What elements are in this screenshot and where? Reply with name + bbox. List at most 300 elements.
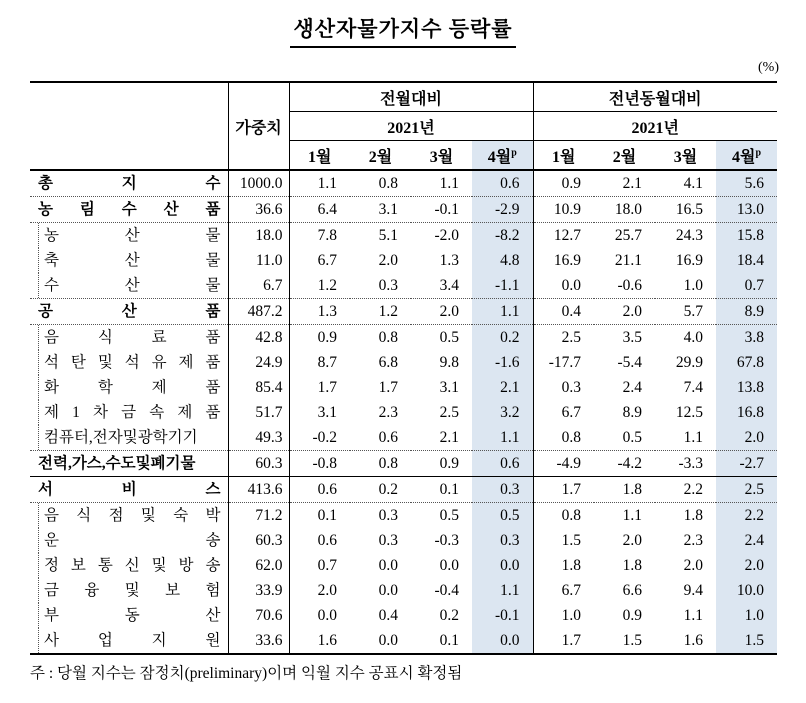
table-row [30, 425, 777, 451]
mom-value-m1: 6.7 [317, 252, 337, 269]
preliminary-sup: p [755, 147, 762, 159]
label-segment: 수 [44, 277, 59, 294]
label-segment: 서 [38, 481, 53, 498]
label-segment: 품 [205, 379, 221, 396]
weight-value: 36.6 [228, 197, 289, 223]
yoy-value-m2: 3.5 [594, 325, 655, 351]
yoy-value-m3: 12.5 [675, 404, 704, 421]
label-segment: 산 [124, 227, 140, 244]
row-label [30, 325, 228, 351]
label-segment: 품 [205, 303, 221, 320]
yoy-value-m2: 0.9 [622, 607, 643, 624]
yoy-value-m3: 2.3 [683, 532, 704, 549]
yoy-value-m2: 6.6 [622, 582, 643, 599]
row-label [30, 425, 228, 451]
mom-value-m4: 0.3 [472, 477, 533, 503]
weight-value: 71.2 [228, 503, 289, 529]
mom-value-m3: 0.5 [411, 503, 472, 529]
yoy-value-m1: 1.7 [533, 477, 594, 503]
yoy-value-m2: -5.4 [617, 354, 643, 371]
yoy-value-m4: 2.4 [716, 528, 777, 553]
label-segment: 속 [149, 404, 165, 421]
mom-value-m3: 3.4 [439, 277, 459, 294]
weight-value: 85.4 [228, 375, 289, 400]
mom-value-m2: 6.8 [378, 354, 398, 371]
label-segment: 산 [121, 303, 137, 320]
yoy-value-m4: 16.8 [716, 400, 777, 425]
label-segment: 및 [151, 557, 167, 574]
yoy-value-m1: -17.7 [548, 354, 582, 371]
mom-value-m2: 1.7 [378, 379, 398, 396]
mom-value-m3: 9.8 [439, 354, 459, 371]
label-segment: 차 [93, 404, 108, 421]
table-row [30, 197, 777, 223]
yoy-value-m2: 8.9 [622, 404, 643, 421]
mom-month2-header: 2월 [350, 141, 411, 171]
label-segment: 1 [72, 404, 80, 421]
month4-label: 4월 [487, 148, 512, 166]
yoy-value-m1: 0.4 [533, 299, 594, 325]
yoy-year-header: 2021년 [533, 112, 777, 141]
mom-value-m1: 2.0 [317, 582, 337, 599]
label-segment: 농 [38, 201, 53, 218]
label-segment: 보 [165, 582, 181, 599]
label-segment: 점 [108, 507, 124, 524]
yoy-value-m4: 2.0 [716, 425, 777, 451]
mom-value-m3: 2.1 [439, 429, 459, 446]
yoy-value-m1: 0.8 [561, 429, 582, 446]
yoy-month2-header: 2월 [594, 141, 655, 171]
mom-value-m3: 1.1 [439, 175, 459, 192]
month4-label: 4월 [732, 148, 756, 166]
weight-value: 60.3 [228, 528, 289, 553]
yoy-value-m4: 10.0 [716, 578, 777, 603]
yoy-value-m3: 2.0 [683, 557, 704, 574]
yoy-value-m1: 6.7 [561, 404, 582, 421]
row-label [30, 400, 228, 425]
yoy-value-m2: 0.5 [622, 429, 643, 446]
yoy-value-m3: 2.2 [655, 477, 716, 503]
label-segment: 융 [84, 582, 100, 599]
yoy-value-m3: 1.1 [683, 429, 704, 446]
mom-value-m2: 1.2 [350, 299, 411, 325]
yoy-value-m3: 29.9 [675, 354, 704, 371]
weight-value: 51.7 [228, 400, 289, 425]
yoy-value-m3: 1.1 [683, 607, 704, 624]
label-segment: 제 [151, 379, 167, 396]
table-body [30, 170, 777, 654]
label-segment: 탄 [70, 354, 86, 371]
yoy-value-m2: 1.1 [594, 503, 655, 529]
weight-value: 42.8 [228, 325, 289, 351]
mom-value-m3: 0.0 [439, 557, 459, 574]
table-row [30, 553, 777, 578]
row-label [30, 451, 228, 477]
mom-value-m2: 0.0 [378, 557, 398, 574]
mom-value-m4: 2.1 [472, 375, 533, 400]
yoy-value-m2: -4.2 [594, 451, 655, 477]
table-row [30, 248, 777, 273]
label-segment: 및 [140, 507, 156, 524]
label-segment: 학 [97, 379, 113, 396]
mom-value-m1: 0.9 [289, 325, 350, 351]
label-segment: 산 [163, 201, 179, 218]
mom-value-m1: 0.6 [289, 477, 350, 503]
mom-value-m4: 1.1 [472, 299, 533, 325]
label-segment: 물 [205, 277, 221, 294]
weight-value: 413.6 [228, 477, 289, 503]
row-label [30, 170, 228, 197]
yoy-value-m2: 25.7 [594, 223, 655, 249]
yoy-value-m2: 1.5 [594, 628, 655, 654]
label-segment: 공 [38, 303, 53, 320]
footnote: 주 : 당월 지수는 잠정치(preliminary)이며 익월 지수 공표시 확정됨 [30, 665, 463, 682]
mom-value-m2: 0.8 [350, 325, 411, 351]
label-segment: 물 [205, 252, 221, 269]
label-segment: 지 [151, 632, 167, 649]
row-label [30, 553, 228, 578]
yoy-value-m4: 13.8 [716, 375, 777, 400]
yoy-value-m4: 15.8 [716, 223, 777, 249]
mom-value-m1: 8.7 [317, 354, 337, 371]
title-wrap [0, 13, 806, 48]
mom-value-m2: 0.4 [378, 607, 398, 624]
mom-group-header: 전월대비 [289, 82, 533, 112]
mom-value-m4: -1.6 [472, 350, 533, 375]
mom-value-m1: 3.1 [317, 404, 337, 421]
label-segment: 음 [44, 507, 59, 524]
row-label [30, 273, 228, 299]
weight-value: 49.3 [228, 425, 289, 451]
label-segment: 유 [151, 354, 167, 371]
yoy-value-m2: 1.8 [594, 477, 655, 503]
label-segment: 산 [205, 607, 221, 624]
mom-value-m1: -0.2 [312, 429, 337, 446]
mom-value-m3: 0.1 [411, 628, 472, 654]
yoy-value-m2: 2.1 [622, 175, 643, 192]
ppi-table [30, 81, 777, 655]
yoy-value-m2: 21.1 [614, 252, 643, 269]
label-segment: 컴퓨터,전자및광학기기 [44, 429, 198, 446]
yoy-group-header: 전년동월대비 [533, 82, 777, 112]
label-segment: 정 [44, 557, 59, 574]
yoy-value-m4: -2.7 [716, 451, 777, 477]
yoy-value-m2: -0.6 [617, 277, 643, 294]
row-label [30, 197, 228, 223]
label-segment: 송 [205, 532, 221, 549]
label-segment: 품 [205, 404, 221, 421]
weight-value: 33.6 [228, 628, 289, 654]
row-label [30, 503, 228, 529]
mom-value-m2: 0.8 [350, 451, 411, 477]
label-segment: 신 [124, 557, 140, 574]
table-row [30, 299, 777, 325]
mom-value-m2: 2.3 [378, 404, 398, 421]
mom-value-m4: 0.2 [472, 325, 533, 351]
yoy-value-m3: 16.9 [675, 252, 704, 269]
mom-value-m2: 0.3 [350, 503, 411, 529]
label-segment: 물 [205, 227, 221, 244]
yoy-value-m2: 18.0 [594, 197, 655, 223]
weight-value: 24.9 [228, 350, 289, 375]
mom-value-m2: 0.0 [378, 582, 398, 599]
mom-value-m1: 0.7 [317, 557, 337, 574]
yoy-value-m1: 0.0 [561, 277, 582, 294]
row-label [30, 578, 228, 603]
yoy-value-m4: 8.9 [716, 299, 777, 325]
weight-header: 가중치 [228, 82, 289, 170]
label-segment: 비 [121, 481, 137, 498]
weight-value: 62.0 [228, 553, 289, 578]
table-row [30, 451, 777, 477]
label-segment: 음 [44, 329, 59, 346]
label-segment: 농 [44, 227, 59, 244]
table-header [30, 82, 777, 170]
label-segment: 송 [205, 557, 221, 574]
mom-value-m4: -2.9 [472, 197, 533, 223]
table-row [30, 628, 777, 654]
page-title: 생산자물가지수 등락률 [290, 13, 515, 48]
label-segment: 석 [124, 354, 140, 371]
preliminary-sup: p [511, 147, 517, 159]
yoy-value-m1: 10.9 [533, 197, 594, 223]
mom-value-m4: 0.6 [472, 170, 533, 197]
label-segment: 품 [205, 329, 221, 346]
mom-value-m2: 0.3 [378, 532, 398, 549]
yoy-value-m1: 1.0 [561, 607, 582, 624]
table-row [30, 223, 777, 249]
label-segment: 동 [124, 607, 140, 624]
yoy-value-m3: 4.1 [683, 175, 704, 192]
mom-value-m4: 3.2 [472, 400, 533, 425]
label-segment: 스 [205, 481, 221, 498]
label-segment: 지 [121, 175, 137, 192]
mom-value-m3: 1.3 [439, 252, 459, 269]
mom-value-m4: -8.2 [472, 223, 533, 249]
unit-label: (%) [758, 60, 779, 75]
mom-value-m4: -0.1 [472, 603, 533, 628]
mom-value-m3: 3.1 [439, 379, 459, 396]
yoy-month3-header: 3월 [655, 141, 716, 171]
table-row [30, 503, 777, 529]
mom-value-m1: -0.8 [289, 451, 350, 477]
label-segment: 보 [70, 557, 86, 574]
label-segment: 총 [38, 175, 53, 192]
yoy-value-m1: 6.7 [561, 582, 582, 599]
mom-value-m1: 1.2 [317, 277, 337, 294]
weight-value: 18.0 [228, 223, 289, 249]
mom-value-m2: 0.0 [350, 628, 411, 654]
yoy-value-m4: 2.0 [716, 553, 777, 578]
weight-value: 33.9 [228, 578, 289, 603]
label-segment: 품 [205, 201, 221, 218]
yoy-value-m1: 1.8 [561, 557, 582, 574]
yoy-value-m3: 24.3 [655, 223, 716, 249]
label-segment: 통 [97, 557, 113, 574]
yoy-value-m4: 18.4 [716, 248, 777, 273]
table-row [30, 273, 777, 299]
table-row [30, 325, 777, 351]
label-segment: 금 [44, 582, 59, 599]
weight-value: 1000.0 [228, 170, 289, 197]
mom-value-m1: 0.6 [317, 532, 337, 549]
label-segment: 제 [44, 404, 59, 421]
label-segment: 숙 [173, 507, 189, 524]
yoy-value-m1: 1.5 [561, 532, 582, 549]
label-segment: 운 [44, 532, 59, 549]
row-label [30, 477, 228, 503]
mom-value-m3: 0.9 [411, 451, 472, 477]
mom-value-m3: -0.1 [411, 197, 472, 223]
yoy-value-m3: -3.3 [655, 451, 716, 477]
mom-value-m4: 0.0 [472, 553, 533, 578]
mom-value-m2: 0.3 [378, 277, 398, 294]
yoy-value-m1: 0.9 [561, 175, 582, 192]
yoy-value-m4: 2.5 [716, 477, 777, 503]
label-segment: 식 [97, 329, 113, 346]
yoy-value-m3: 4.0 [655, 325, 716, 351]
weight-value: 487.2 [228, 299, 289, 325]
mom-value-m4: 0.5 [472, 503, 533, 529]
mom-value-m4: 1.1 [472, 425, 533, 451]
yoy-value-m3: 9.4 [683, 582, 704, 599]
table-row [30, 603, 777, 628]
row-label [30, 299, 228, 325]
row-label [30, 628, 228, 654]
mom-value-m1: 0.1 [289, 503, 350, 529]
table-row [30, 477, 777, 503]
mom-value-m2: 2.0 [378, 252, 398, 269]
yoy-value-m2: 2.4 [622, 379, 643, 396]
page [0, 13, 806, 703]
yoy-value-m3: 16.5 [655, 197, 716, 223]
row-label [30, 528, 228, 553]
mom-value-m1: 1.7 [317, 379, 337, 396]
yoy-value-m3: 5.7 [655, 299, 716, 325]
mom-value-m3: -2.0 [411, 223, 472, 249]
mom-value-m4: 1.1 [472, 578, 533, 603]
label-segment: 림 [79, 201, 95, 218]
label-segment: 산 [124, 252, 140, 269]
label-segment: 수 [121, 201, 137, 218]
label-segment: 료 [151, 329, 167, 346]
label-segment: 부 [44, 607, 59, 624]
label-segment: 및 [124, 582, 140, 599]
yoy-value-m4: 3.8 [716, 325, 777, 351]
label-segment: 축 [44, 252, 59, 269]
label-segment: 제 [177, 404, 193, 421]
mom-value-m2: 3.1 [350, 197, 411, 223]
weight-value: 6.7 [228, 273, 289, 299]
mom-value-m4: 0.3 [472, 528, 533, 553]
table-row [30, 528, 777, 553]
label-segment: 금 [121, 404, 137, 421]
yoy-value-m4: 5.6 [716, 170, 777, 197]
weight-value: 60.3 [228, 451, 289, 477]
label-segment: 석 [44, 354, 59, 371]
mom-value-m2: 0.2 [350, 477, 411, 503]
yoy-value-m3: 1.0 [683, 277, 704, 294]
row-label [30, 350, 228, 375]
yoy-value-m2: 2.0 [594, 299, 655, 325]
mom-value-m3: 0.2 [439, 607, 459, 624]
mom-value-m1: 7.8 [289, 223, 350, 249]
weight-value: 70.6 [228, 603, 289, 628]
mom-value-m1: 1.3 [289, 299, 350, 325]
yoy-month1-header: 1월 [533, 141, 594, 171]
mom-month1-header: 1월 [289, 141, 350, 171]
label-segment: 박 [205, 507, 221, 524]
mom-value-m2: 5.1 [350, 223, 411, 249]
label-segment: 수 [205, 175, 221, 192]
label-segment: 산 [124, 277, 140, 294]
yoy-value-m4: 13.0 [716, 197, 777, 223]
mom-value-m3: 2.5 [439, 404, 459, 421]
yoy-value-m4: 1.5 [716, 628, 777, 654]
mom-value-m1: 1.6 [289, 628, 350, 654]
label-segment: 방 [178, 557, 194, 574]
yoy-value-m4: 1.0 [716, 603, 777, 628]
label-segment: 전력,가스,수도및폐기물 [38, 455, 196, 472]
row-label [30, 223, 228, 249]
label-segment: 제 [178, 354, 194, 371]
yoy-value-m4: 0.7 [716, 273, 777, 299]
yoy-value-m4: 2.2 [716, 503, 777, 529]
mom-value-m3: -0.4 [434, 582, 459, 599]
mom-value-m1: 1.1 [317, 175, 337, 192]
header-row-groups [30, 82, 777, 112]
mom-value-m2: 0.8 [378, 175, 398, 192]
mom-value-m4: 4.8 [472, 248, 533, 273]
table-row [30, 400, 777, 425]
label-segment: 품 [205, 354, 221, 371]
mom-value-m4: -1.1 [472, 273, 533, 299]
mom-value-m3: 2.0 [411, 299, 472, 325]
label-segment: 험 [205, 582, 221, 599]
yoy-value-m3: 1.8 [655, 503, 716, 529]
row-label [30, 248, 228, 273]
yoy-value-m4: 67.8 [716, 350, 777, 375]
mom-value-m4: 0.6 [472, 451, 533, 477]
mom-value-m2: 0.6 [378, 429, 398, 446]
yoy-value-m2: 1.8 [622, 557, 643, 574]
label-segment: 사 [44, 632, 59, 649]
label-segment: 식 [76, 507, 92, 524]
row-label [30, 375, 228, 400]
mom-value-m3: 0.1 [411, 477, 472, 503]
table-row [30, 375, 777, 400]
yoy-value-m1: 12.7 [533, 223, 594, 249]
corner-cell [30, 82, 228, 170]
yoy-value-m1: 0.3 [561, 379, 582, 396]
table-row [30, 170, 777, 197]
yoy-value-m1: 1.7 [533, 628, 594, 654]
yoy-value-m1: 0.8 [533, 503, 594, 529]
mom-month3-header: 3월 [411, 141, 472, 171]
mom-value-m1: 0.0 [317, 607, 337, 624]
mom-value-m3: -0.3 [434, 532, 459, 549]
yoy-value-m1: 16.9 [553, 252, 582, 269]
mom-value-m4: 0.0 [472, 628, 533, 654]
label-segment: 원 [205, 632, 221, 649]
yoy-value-m3: 7.4 [683, 379, 704, 396]
mom-year-header: 2021년 [289, 112, 533, 141]
label-segment: 업 [97, 632, 113, 649]
yoy-value-m3: 1.6 [655, 628, 716, 654]
mom-value-m3: 0.5 [411, 325, 472, 351]
table-row [30, 350, 777, 375]
mom-value-m1: 6.4 [289, 197, 350, 223]
